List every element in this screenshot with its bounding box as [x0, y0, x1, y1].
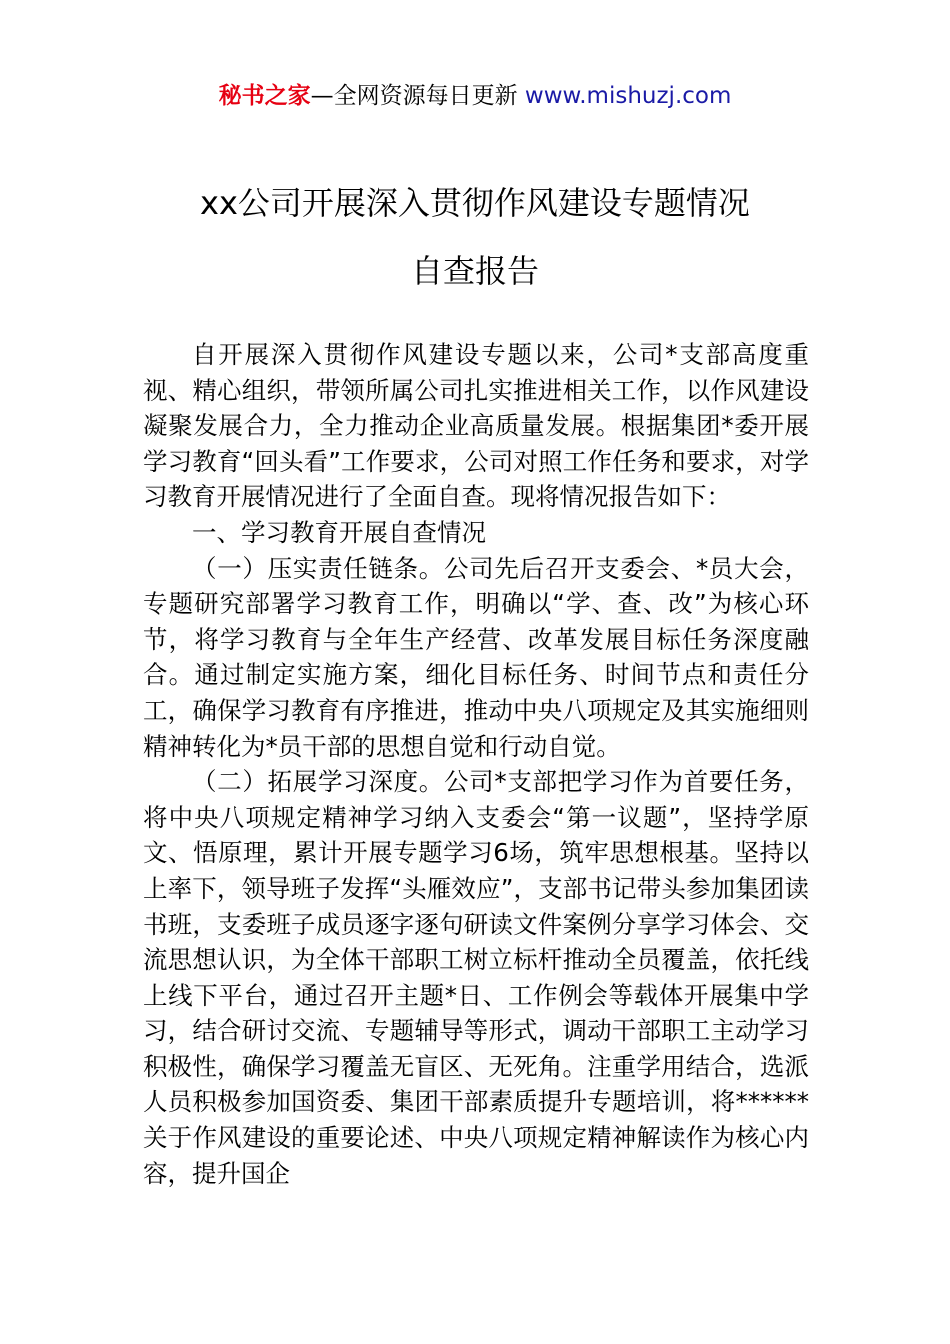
site-header — [0, 80, 950, 112]
body-paragraph: （二）拓展学习深度。公司*支部把学习作为首要任务，将中央八项规定精神学习纳入支委会“第一议题”，坚持学原文、悟原理，累计开展专题学习6场，筑牢思想根基。坚持以上率下，领导班子发挥“头雁效应”，支部书记带头参加集团读书班，支委班子成员逐字逐句研读文件案例分享学习体会、交流思想认识，为全体干部职工树立标杆推动全员覆盖，依托线上线下平台，通过召开主题*日、工作例会等载体开展集中学习，结合研讨交流、专题辅导等形式，调动干部职工主动学习积极性，确保学习覆盖无盲区、无死角。注重学用结合，选派人员积极参加国资委、集团干部素质提升专题培训，将******关于作风建设的重要论述、中央八项规定精神解读作为核心内容，提升国企 — [143, 767, 809, 1188]
intro-paragraph: 自开展深入贯彻作风建设专题以来，公司*支部高度重视、精心组织，带领所属公司扎实推进相关工作，以作风建设凝聚发展合力，全力推动企业高质量发展。根据集团*委开展学习教育“回头看”工作要求，公司对照工作任务和要求，对学习教育开展情况进行了全面自查。现将情况报告如下： — [143, 340, 809, 512]
site-tagline: —全网资源每日更新 — [310, 83, 518, 109]
site-brand: 秘书之家 — [218, 83, 311, 109]
body-paragraph: （一）压实责任链条。公司先后召开支委会、*员大会，专题研究部署学习教育工作，明确以“学、查、改”为核心环节，将学习教育与全年生产经营、改革发展目标任务深度融合。通过制定实施方案，细化目标任务、时间节点和责任分工，确保学习教育有序推进，推动中央八项规定及其实施细则精神转化为*员干部的思想自觉和行动自觉。 — [143, 553, 809, 761]
site-url-link[interactable]: www.mishuzj.com — [524, 83, 732, 109]
document-title-line-1: xx公司开展深入贯彻作风建设专题情况 — [200, 184, 750, 222]
section-heading: 一、学习教育开展自查情况 — [192, 517, 486, 547]
document-body — [143, 337, 809, 1191]
document-title-line-2: 自查报告 — [410, 252, 539, 290]
